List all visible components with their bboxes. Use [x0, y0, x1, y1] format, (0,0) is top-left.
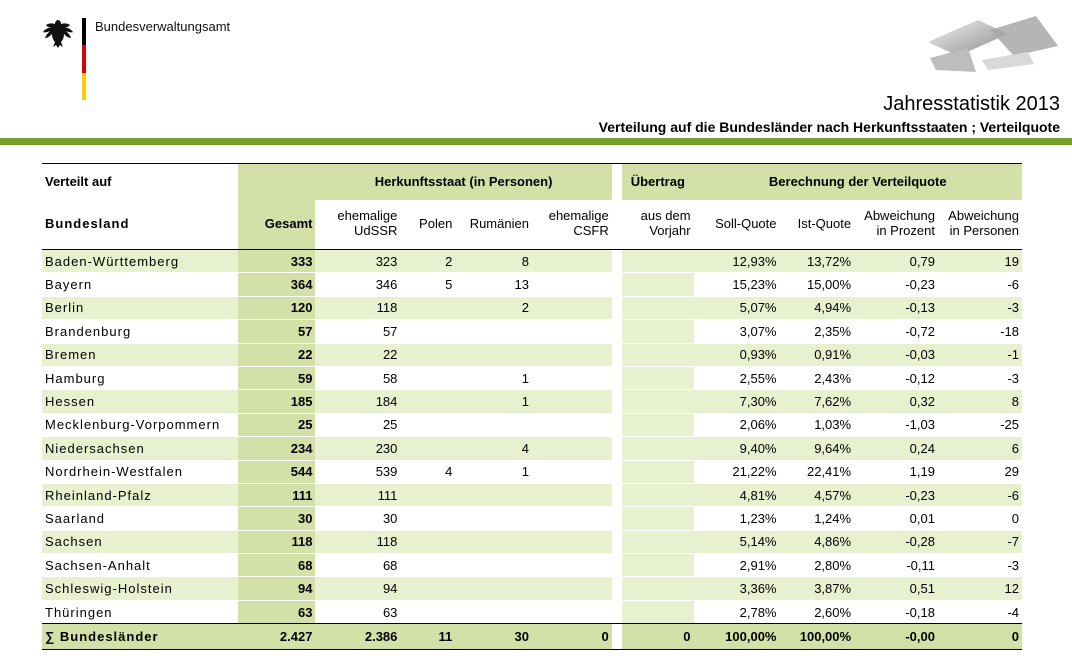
cell-abw-prozent: -0,12 [854, 366, 938, 389]
cell-gesamt: 59 [238, 366, 316, 389]
cell-polen [400, 320, 455, 343]
table-row [42, 296, 1022, 319]
cell-abw-prozent: 0,01 [854, 507, 938, 530]
cell-soll-quote: 2,78% [694, 600, 780, 623]
cell-udssr: 539 [315, 460, 400, 483]
page-title: Jahresstatistik 2013 [883, 93, 1060, 115]
cell-csfr [532, 483, 612, 506]
table-row [42, 320, 1022, 343]
col-ist-quote: Ist-Quote [780, 200, 855, 250]
cell-ist-quote: 4,86% [780, 530, 855, 553]
cell-csfr [532, 366, 612, 389]
table-row [42, 507, 1022, 530]
cell-soll-quote: 1,23% [694, 507, 780, 530]
cell-land-name: Mecklenburg-Vorpommern [42, 413, 238, 436]
org-name: Bundesverwaltungsamt [95, 19, 231, 34]
cell-vorjahr [622, 460, 693, 483]
cell-soll-quote: 15,23% [694, 273, 780, 296]
total-label: ∑ Bundesländer [42, 624, 238, 650]
total-udssr: 2.386 [315, 624, 400, 650]
cell-polen [400, 530, 455, 553]
cell-csfr [532, 320, 612, 343]
table-row [42, 483, 1022, 506]
cell-rumaenien [455, 530, 532, 553]
cell-rumaenien: 4 [455, 437, 532, 460]
cell-vorjahr [622, 343, 693, 366]
cell-csfr [532, 507, 612, 530]
cell-vorjahr [622, 273, 693, 296]
cell-polen [400, 507, 455, 530]
cell-gesamt: 68 [238, 554, 316, 577]
cell-gap [612, 296, 622, 319]
cell-abw-prozent: -0,23 [854, 273, 938, 296]
cell-udssr: 57 [315, 320, 400, 343]
cell-vorjahr [622, 483, 693, 506]
total-polen: 11 [400, 624, 455, 650]
cell-gesamt: 234 [238, 437, 316, 460]
cell-gap [612, 600, 622, 623]
cell-rumaenien [455, 600, 532, 623]
table-row [42, 413, 1022, 436]
cell-gap [612, 250, 622, 273]
cell-udssr: 25 [315, 413, 400, 436]
cell-udssr: 22 [315, 343, 400, 366]
cell-gesamt: 57 [238, 320, 316, 343]
cell-gesamt: 120 [238, 296, 316, 319]
cell-gesamt: 30 [238, 507, 316, 530]
cell-soll-quote: 0,93% [694, 343, 780, 366]
cell-vorjahr [622, 320, 693, 343]
cell-soll-quote: 4,81% [694, 483, 780, 506]
cell-land-name: Rheinland-Pfalz [42, 483, 238, 506]
total-vorjahr: 0 [622, 624, 693, 650]
cell-abw-prozent: 0,24 [854, 437, 938, 460]
cell-soll-quote: 12,93% [694, 250, 780, 273]
cell-rumaenien [455, 413, 532, 436]
cell-rumaenien [455, 343, 532, 366]
cell-gap [612, 483, 622, 506]
cell-csfr [532, 530, 612, 553]
col-bundesland: Bundesland [42, 200, 238, 250]
cell-csfr [532, 250, 612, 273]
cell-soll-quote: 5,14% [694, 530, 780, 553]
cell-abw-prozent: 0,79 [854, 250, 938, 273]
federal-eagle-icon [40, 18, 76, 52]
table-row [42, 554, 1022, 577]
cell-ist-quote: 2,43% [780, 366, 855, 389]
cell-polen [400, 343, 455, 366]
cell-csfr [532, 390, 612, 413]
cell-abw-personen: -1 [938, 343, 1022, 366]
cell-gap [612, 413, 622, 436]
cell-gesamt: 94 [238, 577, 316, 600]
cell-abw-personen: 29 [938, 460, 1022, 483]
cell-land-name: Thüringen [42, 600, 238, 623]
cell-gesamt: 333 [238, 250, 316, 273]
cell-soll-quote: 2,06% [694, 413, 780, 436]
cell-csfr [532, 343, 612, 366]
cell-ist-quote: 9,64% [780, 437, 855, 460]
cell-ist-quote: 1,03% [780, 413, 855, 436]
cell-abw-personen: -6 [938, 273, 1022, 296]
cell-gesamt: 25 [238, 413, 316, 436]
total-rumaenien: 30 [455, 624, 532, 650]
col-csfr: ehemalige CSFR [532, 200, 612, 250]
cell-ist-quote: 7,62% [780, 390, 855, 413]
cell-polen [400, 483, 455, 506]
table-row [42, 273, 1022, 296]
cell-land-name: Nordrhein-Westfalen [42, 460, 238, 483]
table-row [42, 343, 1022, 366]
cell-polen [400, 600, 455, 623]
cell-rumaenien: 13 [455, 273, 532, 296]
cell-abw-prozent: -0,72 [854, 320, 938, 343]
german-flag-bar [82, 18, 86, 100]
cell-abw-personen: 0 [938, 507, 1022, 530]
cell-polen [400, 366, 455, 389]
cell-rumaenien: 2 [455, 296, 532, 319]
cell-udssr: 63 [315, 600, 400, 623]
cell-ist-quote: 4,57% [780, 483, 855, 506]
cell-soll-quote: 5,07% [694, 296, 780, 319]
col-gesamt: Gesamt [238, 200, 316, 250]
green-header-band [0, 138, 1072, 145]
cell-abw-prozent: -1,03 [854, 413, 938, 436]
cell-polen: 5 [400, 273, 455, 296]
cell-gesamt: 22 [238, 343, 316, 366]
cell-polen [400, 437, 455, 460]
cell-soll-quote: 3,07% [694, 320, 780, 343]
cell-abw-prozent: 0,32 [854, 390, 938, 413]
cell-ist-quote: 22,41% [780, 460, 855, 483]
header-berechnung: Berechnung der Verteilquote [694, 164, 1022, 200]
cell-land-name: Sachsen-Anhalt [42, 554, 238, 577]
cell-udssr: 346 [315, 273, 400, 296]
table-row [42, 437, 1022, 460]
cell-vorjahr [622, 554, 693, 577]
cell-abw-personen: -4 [938, 600, 1022, 623]
table-row [42, 530, 1022, 553]
cell-abw-prozent: -0,23 [854, 483, 938, 506]
col-rumaenien: Rumänien [455, 200, 532, 250]
cell-land-name: Brandenburg [42, 320, 238, 343]
table-row [42, 600, 1022, 623]
total-soll: 100,00% [694, 624, 780, 650]
cell-land-name: Hessen [42, 390, 238, 413]
cell-abw-prozent: -0,18 [854, 600, 938, 623]
cell-gap [612, 390, 622, 413]
cell-udssr: 118 [315, 530, 400, 553]
total-csfr: 0 [532, 624, 612, 650]
cell-soll-quote: 21,22% [694, 460, 780, 483]
cell-abw-personen: -7 [938, 530, 1022, 553]
cell-abw-personen: 19 [938, 250, 1022, 273]
cell-udssr: 118 [315, 296, 400, 319]
cell-land-name: Bayern [42, 273, 238, 296]
cell-polen [400, 390, 455, 413]
cell-udssr: 30 [315, 507, 400, 530]
cell-vorjahr [622, 366, 693, 389]
total-abw-prozent: -0,00 [854, 624, 938, 650]
table-row [42, 577, 1022, 600]
cell-soll-quote: 7,30% [694, 390, 780, 413]
cell-abw-prozent: -0,03 [854, 343, 938, 366]
cell-udssr: 323 [315, 250, 400, 273]
cell-soll-quote: 9,40% [694, 437, 780, 460]
cell-rumaenien [455, 483, 532, 506]
cell-vorjahr [622, 296, 693, 319]
cell-rumaenien [455, 577, 532, 600]
distribution-table [42, 163, 1022, 650]
cell-vorjahr [622, 600, 693, 623]
cell-abw-personen: -25 [938, 413, 1022, 436]
cell-abw-personen: -3 [938, 296, 1022, 319]
cell-vorjahr [622, 413, 693, 436]
cell-csfr [532, 296, 612, 319]
cell-abw-prozent: -0,11 [854, 554, 938, 577]
table-row [42, 366, 1022, 389]
cell-polen [400, 554, 455, 577]
cell-land-name: Saarland [42, 507, 238, 530]
header-uebertrag: Übertrag [622, 164, 693, 200]
cell-vorjahr [622, 437, 693, 460]
cell-gap [612, 460, 622, 483]
cell-ist-quote: 1,24% [780, 507, 855, 530]
cell-land-name: Hamburg [42, 366, 238, 389]
cell-abw-prozent: 0,51 [854, 577, 938, 600]
cell-abw-personen: -18 [938, 320, 1022, 343]
cell-csfr [532, 413, 612, 436]
total-abw-personen: 0 [938, 624, 1022, 650]
cell-land-name: Bremen [42, 343, 238, 366]
total-gesamt: 2.427 [238, 624, 316, 650]
cell-csfr [532, 600, 612, 623]
cell-ist-quote: 4,94% [780, 296, 855, 319]
cell-gap [612, 320, 622, 343]
cell-abw-personen: 6 [938, 437, 1022, 460]
cell-rumaenien [455, 320, 532, 343]
cell-gesamt: 544 [238, 460, 316, 483]
header-herkunftsstaat: Herkunftsstaat (in Personen) [315, 164, 611, 200]
cell-polen: 2 [400, 250, 455, 273]
cell-csfr [532, 460, 612, 483]
cell-soll-quote: 2,91% [694, 554, 780, 577]
cell-ist-quote: 0,91% [780, 343, 855, 366]
cell-gesamt: 111 [238, 483, 316, 506]
cell-csfr [532, 577, 612, 600]
table-row [42, 250, 1022, 273]
cell-rumaenien: 1 [455, 390, 532, 413]
cell-gap [612, 366, 622, 389]
cell-ist-quote: 2,35% [780, 320, 855, 343]
cell-abw-prozent: -0,13 [854, 296, 938, 319]
table-row [42, 460, 1022, 483]
cell-csfr [532, 554, 612, 577]
cell-ist-quote: 13,72% [780, 250, 855, 273]
cell-polen [400, 577, 455, 600]
cell-rumaenien [455, 554, 532, 577]
cell-ist-quote: 2,60% [780, 600, 855, 623]
cell-abw-personen: -3 [938, 366, 1022, 389]
cell-udssr: 58 [315, 366, 400, 389]
cell-gap [612, 530, 622, 553]
page-subtitle: Verteilung auf die Bundesländer nach Herkunftsstaaten ; Verteilquote [598, 119, 1060, 135]
cell-abw-personen: -3 [938, 554, 1022, 577]
cell-udssr: 111 [315, 483, 400, 506]
cell-vorjahr [622, 577, 693, 600]
cell-soll-quote: 2,55% [694, 366, 780, 389]
col-abweichung-prozent: Abweichung in Prozent [854, 200, 938, 250]
cell-udssr: 230 [315, 437, 400, 460]
cell-gesamt: 364 [238, 273, 316, 296]
cell-gap [612, 273, 622, 296]
col-abweichung-personen: Abweichung in Personen [938, 200, 1022, 250]
cell-ist-quote: 15,00% [780, 273, 855, 296]
cell-gap [612, 577, 622, 600]
cell-rumaenien: 1 [455, 460, 532, 483]
cell-csfr [532, 273, 612, 296]
cell-land-name: Berlin [42, 296, 238, 319]
cell-abw-personen: 8 [938, 390, 1022, 413]
table-row [42, 390, 1022, 413]
cell-rumaenien: 1 [455, 366, 532, 389]
cell-abw-personen: 12 [938, 577, 1022, 600]
cell-udssr: 68 [315, 554, 400, 577]
cell-udssr: 94 [315, 577, 400, 600]
cell-gap [612, 343, 622, 366]
col-soll-quote: Soll-Quote [694, 200, 780, 250]
col-udssr: ehemalige UdSSR [315, 200, 400, 250]
cell-ist-quote: 2,80% [780, 554, 855, 577]
total-row [42, 624, 1022, 650]
cell-vorjahr [622, 250, 693, 273]
cell-csfr [532, 437, 612, 460]
col-vorjahr: aus dem Vorjahr [622, 200, 693, 250]
cell-land-name: Niedersachsen [42, 437, 238, 460]
cell-polen [400, 413, 455, 436]
cell-gesamt: 63 [238, 600, 316, 623]
cell-vorjahr [622, 530, 693, 553]
cell-udssr: 184 [315, 390, 400, 413]
col-polen: Polen [400, 200, 455, 250]
header-verteilt-auf: Verteilt auf [42, 164, 238, 200]
decorative-logo-graphic [918, 12, 1060, 74]
cell-gap [612, 554, 622, 577]
total-ist: 100,00% [780, 624, 855, 650]
cell-rumaenien [455, 507, 532, 530]
cell-abw-personen: -6 [938, 483, 1022, 506]
cell-polen [400, 296, 455, 319]
cell-gesamt: 118 [238, 530, 316, 553]
cell-abw-prozent: 1,19 [854, 460, 938, 483]
cell-land-name: Sachsen [42, 530, 238, 553]
cell-polen: 4 [400, 460, 455, 483]
cell-vorjahr [622, 390, 693, 413]
cell-vorjahr [622, 507, 693, 530]
cell-rumaenien: 8 [455, 250, 532, 273]
cell-gesamt: 185 [238, 390, 316, 413]
cell-soll-quote: 3,36% [694, 577, 780, 600]
cell-ist-quote: 3,87% [780, 577, 855, 600]
cell-land-name: Baden-Württemberg [42, 250, 238, 273]
cell-gap [612, 507, 622, 530]
cell-abw-prozent: -0,28 [854, 530, 938, 553]
cell-land-name: Schleswig-Holstein [42, 577, 238, 600]
cell-gap [612, 437, 622, 460]
